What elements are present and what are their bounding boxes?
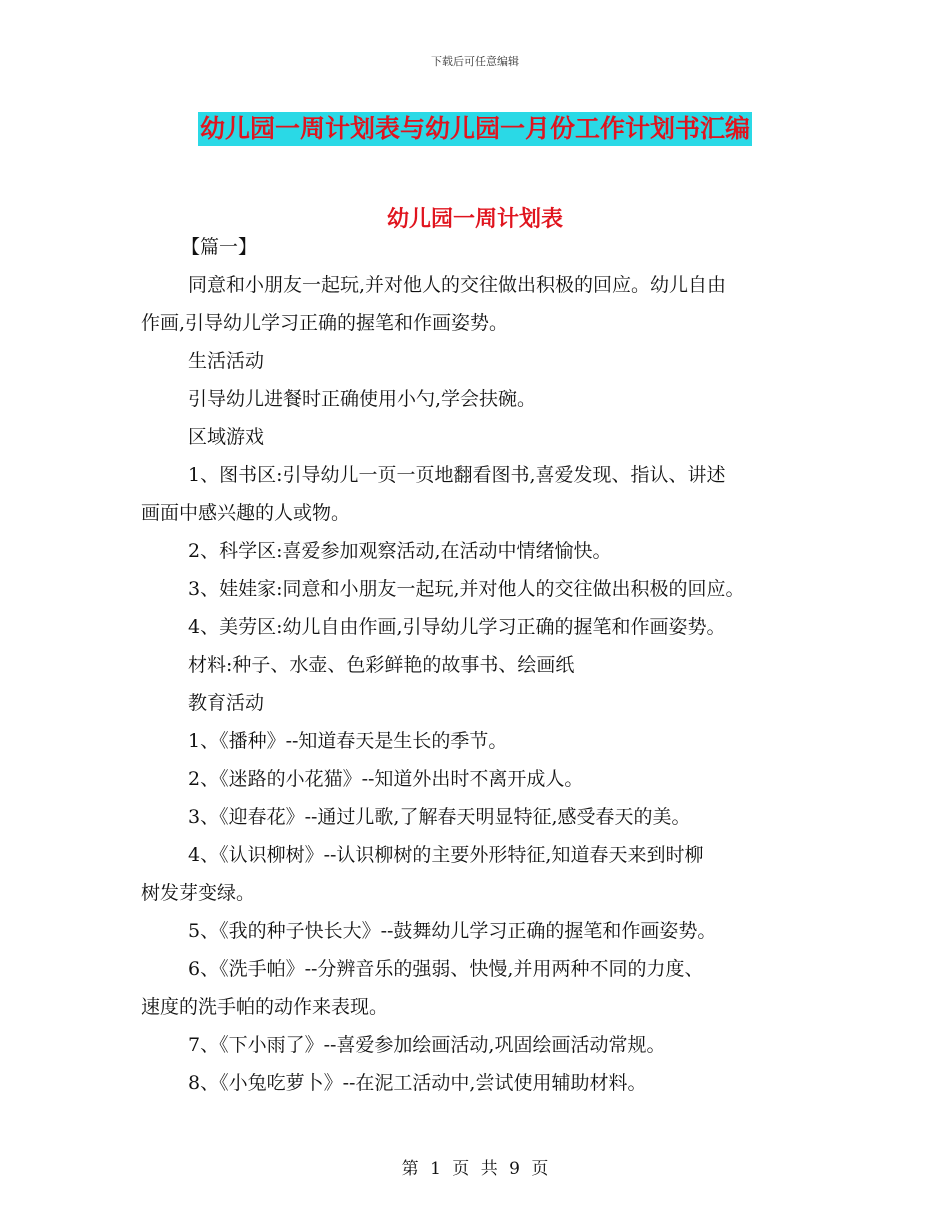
list-item: 8、《小兔吃萝卜》--在泥工活动中,尝试使用辅助材料。 xyxy=(188,1072,647,1094)
heading-line: 生活活动 xyxy=(188,350,265,372)
list-item: 6、《洗手帕》--分辨音乐的强弱、快慢,并用两种不同的力度、 xyxy=(188,958,704,980)
list-item-continuation: 树发芽变绿。 xyxy=(141,882,256,904)
title-container xyxy=(0,112,950,146)
section-title: 幼儿园一周计划表 xyxy=(386,206,563,232)
page-number: 第 1 页 共 9 页 xyxy=(401,1159,549,1179)
list-item: 7、《下小雨了》--喜爱参加绘画活动,巩固绘画活动常规。 xyxy=(188,1034,666,1056)
list-item: 3、娃娃家:同意和小朋友一起玩,并对他人的交往做出积极的回应。 xyxy=(188,578,745,600)
document-title: 幼儿园一周计划表与幼儿园一月份工作计划书汇编 xyxy=(198,112,752,146)
list-item-continuation: 速度的洗手帕的动作来表现。 xyxy=(141,996,389,1018)
list-item: 5、《我的种子快长大》--鼓舞幼儿学习正确的握笔和作画姿势。 xyxy=(188,920,717,942)
list-item: 4、《认识柳树》--认识柳树的主要外形特征,知道春天来到时柳 xyxy=(188,844,704,866)
paragraph-line: 同意和小朋友一起玩,并对他人的交往做出积极的回应。幼儿自由 xyxy=(188,274,727,296)
section-tag: 【篇一】 xyxy=(181,236,258,258)
page-header-note: 下载后可任意编辑 xyxy=(431,55,519,68)
heading-line: 教育活动 xyxy=(188,692,265,714)
list-item: 2、《迷路的小花猫》--知道外出时不离开成人。 xyxy=(188,768,584,790)
heading-line: 区域游戏 xyxy=(188,426,265,448)
document-body xyxy=(141,228,821,1102)
paragraph-line: 作画,引导幼儿学习正确的握笔和作画姿势。 xyxy=(141,312,509,334)
list-item: 1、《播种》--知道春天是生长的季节。 xyxy=(188,730,508,752)
paragraph-line: 材料:种子、水壶、色彩鲜艳的故事书、绘画纸 xyxy=(188,654,575,676)
list-item: 4、美劳区:幼儿自由作画,引导幼儿学习正确的握笔和作画姿势。 xyxy=(188,616,726,638)
list-item-continuation: 画面中感兴趣的人或物。 xyxy=(141,502,351,524)
list-item: 1、图书区:引导幼儿一页一页地翻看图书,喜爱发现、指认、讲述 xyxy=(188,464,726,486)
list-item: 3、《迎春花》--通过儿歌,了解春天明显特征,感受春天的美。 xyxy=(188,806,691,828)
paragraph-line: 引导幼儿进餐时正确使用小勺,学会扶碗。 xyxy=(188,388,537,410)
list-item: 2、科学区:喜爱参加观察活动,在活动中情绪愉快。 xyxy=(188,540,612,562)
